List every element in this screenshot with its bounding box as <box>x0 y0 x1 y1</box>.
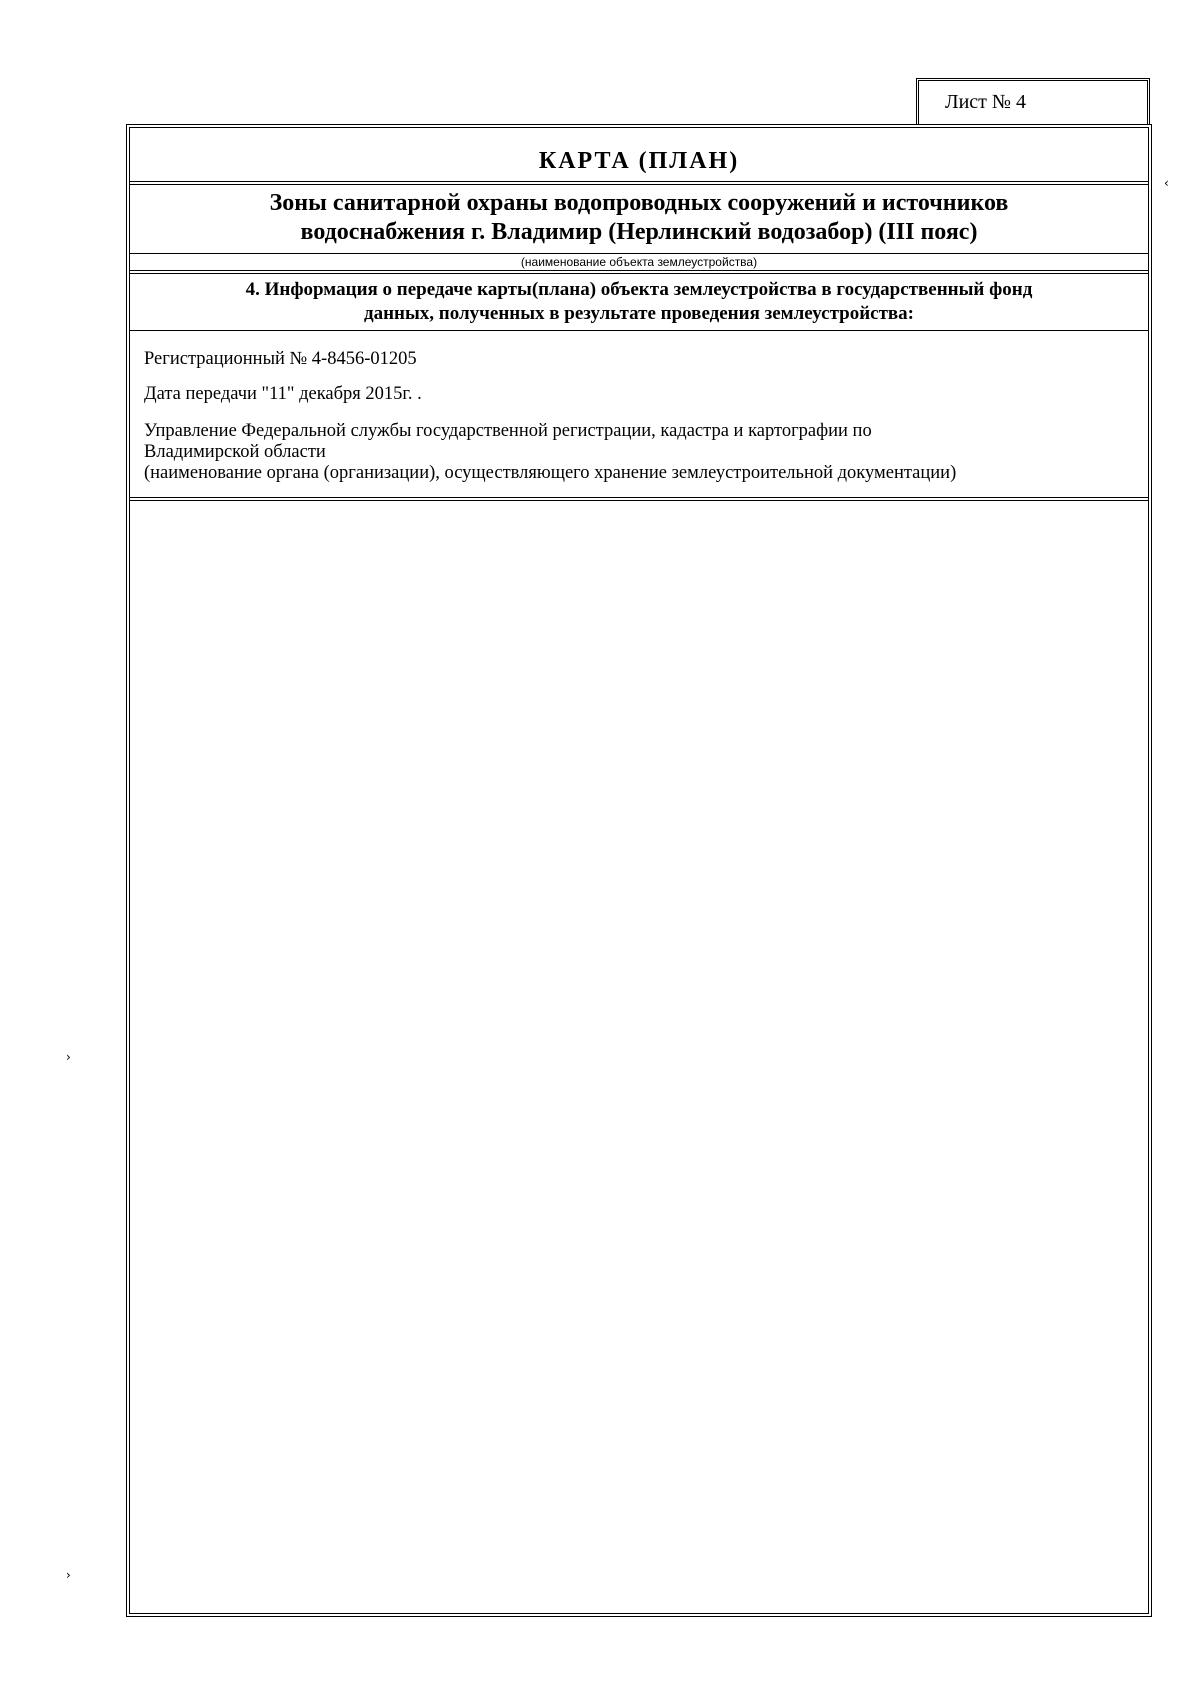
empty-map-area <box>130 501 1148 1613</box>
object-underline <box>130 253 1148 254</box>
sheet-number: Лист № 4 <box>945 91 1026 113</box>
organization-line1: Управление Федеральной службы государственной регистрации, кадастра и картографии по <box>144 421 872 441</box>
scan-speck: ‹ <box>1164 176 1169 190</box>
object-section <box>130 185 1148 274</box>
transfer-info-body <box>130 331 1148 501</box>
document-frame <box>126 124 1152 1617</box>
title-section <box>130 128 1148 185</box>
scan-speck: › <box>66 1568 71 1582</box>
object-caption: (наименование объекта землеустройства) <box>520 255 758 269</box>
organization-line2: Владимирской области <box>144 442 326 462</box>
sheet-number-box <box>916 78 1150 124</box>
scan-speck: › <box>66 1050 71 1064</box>
transfer-info-heading <box>130 274 1148 331</box>
transfer-heading-line2: данных, полученных в результате проведения землеустройства: <box>363 303 915 324</box>
object-name-line1: Зоны санитарной охраны водопроводных сооружений и источников <box>269 190 1009 216</box>
object-name-line2: водоснабжения г. Владимир (Нерлинский водозабор) (III пояс) <box>300 219 978 245</box>
map-title: КАРТА (ПЛАН) <box>538 148 740 174</box>
transfer-heading-line1: 4. Информация о передаче карты(плана) объекта землеустройства в государственный фонд <box>245 279 1033 300</box>
registration-number: Регистрационный № 4-8456-01205 <box>144 349 417 369</box>
organization-caption: (наименование органа (организации), осуществляющего хранение землеустроительной документации) <box>144 463 957 483</box>
object-name <box>130 185 1148 247</box>
transfer-date: Дата передачи "11" декабря 2015г. . <box>144 384 422 404</box>
